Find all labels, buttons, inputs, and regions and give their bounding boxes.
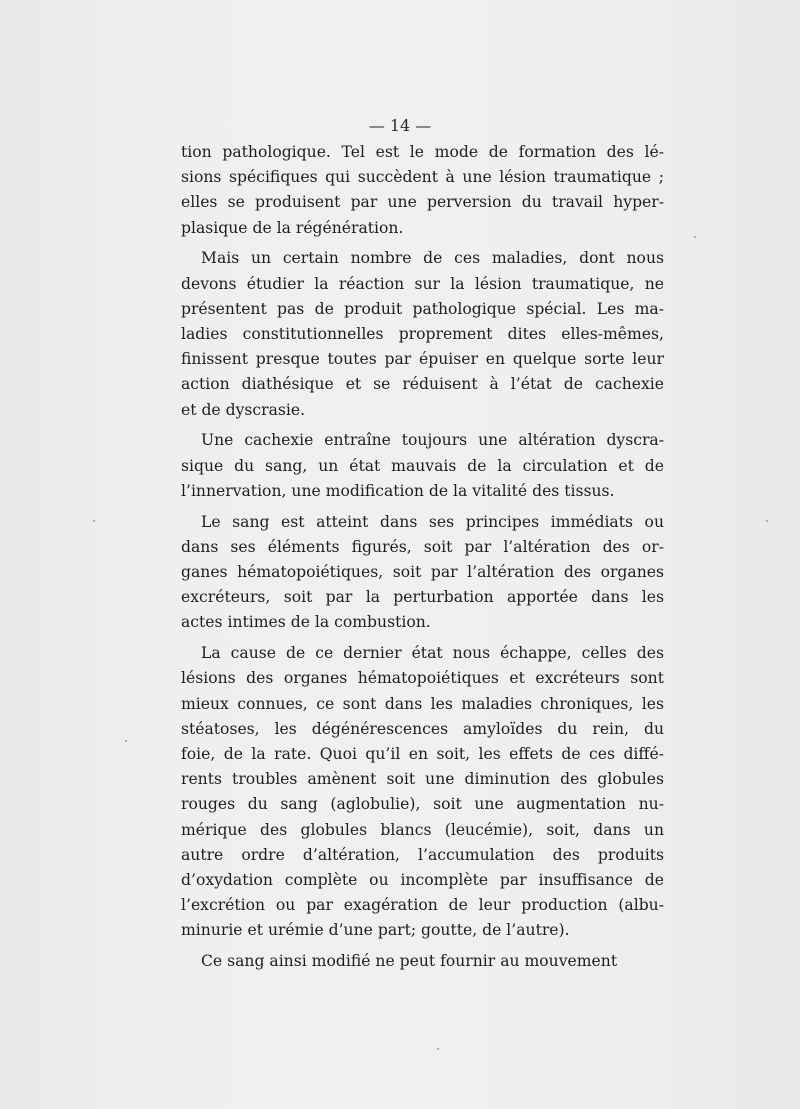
paragraph [181, 246, 664, 422]
text-line: lésions des organes hématopoiétiques et excréteurs sont [181, 669, 664, 688]
text-line: mérique des globules blancs (leucémie), soit, dans un [181, 820, 664, 839]
text-line: ladies constitutionnelles proprement dites elles-mêmes, [181, 325, 664, 344]
text-line: stéatoses, les dégénérescences amyloïdes du rein, du [181, 719, 664, 738]
text-line: mieux connues, ce sont dans les maladies chroniques, les [181, 694, 664, 713]
paragraph [181, 428, 664, 504]
paragraph [181, 140, 664, 241]
text-line: minurie et urémie d’une part; goutte, de l’autre). [181, 921, 570, 940]
text-line: Le sang est atteint dans ses principes immédiats ou [201, 512, 664, 531]
text-line: d’oxydation complète ou incomplète par insuffisance de [181, 871, 664, 890]
text-line: rouges du sang (aglobulie), soit une augmentation nu- [181, 795, 664, 814]
text-line: excréteurs, soit par la perturbation apportée dans les [181, 588, 664, 607]
speck [437, 1048, 439, 1050]
text-line: Une cachexie entraîne toujours une altération dyscra- [201, 431, 664, 450]
speck [694, 236, 696, 238]
text-line: La cause de ce dernier état nous échappe, celles des [201, 644, 664, 663]
text-line: Mais un certain nombre de ces maladies, dont nous [201, 249, 664, 268]
text-line: finissent presque toutes par épuiser en quelque sorte leur [181, 350, 664, 369]
text-line: foie, de la rate. Quoi qu’il en soit, les effets de ces diffé- [181, 745, 664, 764]
paragraph [181, 510, 664, 636]
text-line: sions spécifiques qui succèdent à une lésion traumatique ; [181, 168, 664, 187]
text-line: autre ordre d’altération, l’accumulation des produits [181, 845, 664, 864]
text-line: rents troubles amènent soit une diminution des globules [181, 770, 664, 789]
text-line: et de dyscrasie. [181, 400, 306, 419]
text-line: dans ses éléments figurés, soit par l’altération des or- [181, 537, 664, 556]
speck [93, 520, 95, 522]
text-line: sique du sang, un état mauvais de la circulation et de [181, 456, 664, 475]
text-line: action diathésique et se réduisent à l’état de cachexie [181, 375, 664, 394]
text-line: ganes hématopoiétiques, soit par l’altération des organes [181, 563, 664, 582]
text-line: présentent pas de produit pathologique spécial. Les ma- [181, 299, 664, 318]
text-line: plasique de la régénération. [181, 218, 404, 237]
paragraph [181, 641, 664, 943]
text-line: l’excrétion ou par exagération de leur production (albu- [181, 896, 664, 915]
speck [766, 520, 768, 522]
page-number: — 14 — [368, 116, 432, 135]
text-line: l’innervation, une modification de la vitalité des tissus. [181, 481, 615, 500]
paragraph [181, 949, 664, 974]
text-line: actes intimes de la combustion. [181, 613, 431, 632]
body-text [181, 140, 664, 980]
text-line: elles se produisent par une perversion du travail hyper- [181, 193, 664, 212]
text-line: devons étudier la réaction sur la lésion traumatique, ne [181, 274, 664, 293]
speck [125, 740, 127, 742]
text-line: tion pathologique. Tel est le mode de formation des lé- [181, 143, 664, 161]
text-line: Ce sang ainsi modifié ne peut fournir au mouvement [201, 952, 618, 971]
